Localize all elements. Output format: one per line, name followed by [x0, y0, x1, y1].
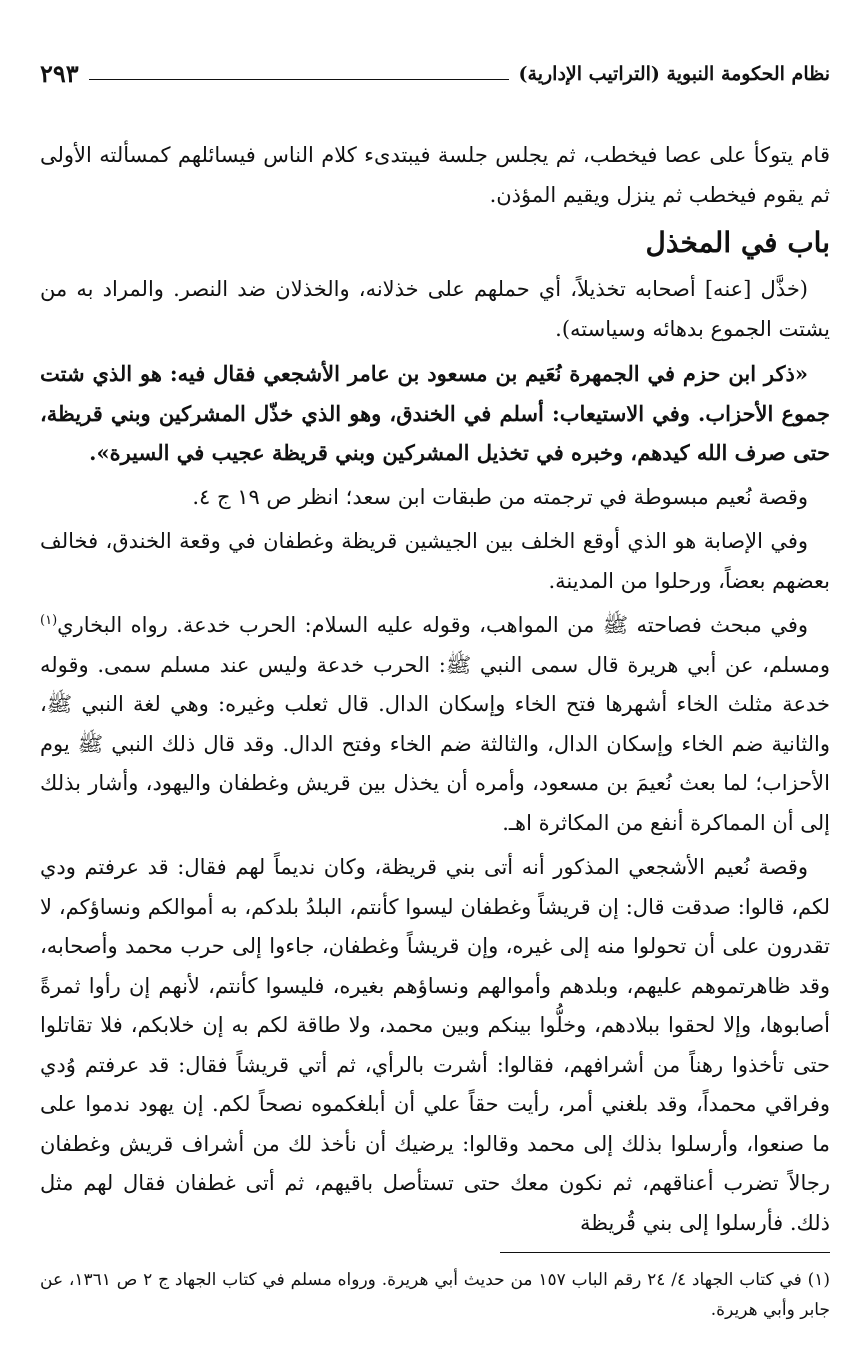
paragraph-nuaym-story: وقصة نُعيم الأشجعي المذكور أنه أتى بني قريظة، وكان نديماً لهم فقال: قد عرفتم ودي لكم، قالوا: صدقت قال: إن قريشاً وغطفان ليسوا كأنتم، البلدُ بلدكم، به أموالكم ونساؤكم، لا تقدرون على أن تحولوا منه إلى غيره، وإن قريشاً وغطفان، جاءوا إلى حرب محمد وأصحابه، وقد ظاهرتموهم عليهم، وبلدهم وأموالهم ونساؤهم بغيره، فليسوا كأنتم، لأنهم إن رأوا ثمرةً أصابوها، وإلا لحقوا ببلادهم، وخلُّوا بينكم وبين محمد، ولا طاقة لكم به إن خلابكم، فلا تقاتلوا حتى تأخذوا رهناً من أشرافهم، فقالوا: أشرت بالرأي، ثم أتي قريشاً فقال: قد عرفتم وُدي وفراقي محمداً، وقد بلغني أمر، رأيت حقاً علي أن أبلغكموه نصحاً لكم. إن يهود ندموا على ما صنعوا، وأرسلوا بذلك إلى محمد وقالوا: يرضيك أن نأخذ لك من أشراف قريش وغطفان رجالاً تضرب أعناقهم، ثم نكون معك حتى تستأصل باقيهم، ثم أتى غطفان فقال لهم مثل ذلك. فأرسلوا إلى بني قُريظة: [40, 855, 830, 1235]
footnote-1: (١) في كتاب الجهاد ٤/ ٢٤ رقم الباب ١٥٧ من حديث أبي هريرة. ورواه مسلم في كتاب الجهاد ج ٢ ص ١٣٦١، عن جابر وأبي هريرة.: [40, 1270, 830, 1320]
paragraph-quote: «ذكر ابن حزم في الجمهرة نُعَيم بن مسعود بن عامر الأشجعي فقال فيه: هو الذي شتت جموع الأحزاب. وفي الاستيعاب: أسلم في الخندق، وهو الذي خذّل المشركين وبني قريظة، حتى صرف الله كيدهم، وخبره في تخذيل المشركين وبني قريظة عجيب في السيرة».: [40, 361, 830, 465]
header-title: نظام الحكومة النبوية (التراتيب الإدارية): [518, 63, 830, 85]
page-number: ٢٩٣: [40, 59, 79, 88]
footnotes: [40, 1252, 830, 1325]
running-header: [40, 54, 830, 88]
paragraph-ibn-saad: وقصة نُعيم مبسوطة في ترجمته من طبقات ابن سعد؛ انظر ص ١٩ ج ٤.: [192, 484, 808, 509]
page-content: [40, 54, 830, 1248]
footnote-reference[interactable]: (١): [40, 613, 58, 628]
footnote-rule: [500, 1252, 830, 1253]
paragraph-definition: (خذَّل [عنه] أصحابه تخذيلاً، أي حملهم على خذلانه، والخذلان ضد النصر. والمراد به من يشتت الجموع بدهائه وسياسته).: [40, 277, 830, 341]
paragraph-continuation: قام يتوكأ على عصا فيخطب، ثم يجلس جلسة فيبتدىء كلام الناس فيسائلهم كمسألته الأولى ثم يقوم فيخطب ثم ينزل ويقيم المؤذن.: [40, 143, 830, 207]
paragraph-isaba: وفي الإصابة هو الذي أوقع الخلف بين الجيشين قريظة وغطفان في وقعة الخندق، فخالف بعضهم بعضاً، ورحلوا من المدينة.: [40, 529, 830, 593]
paragraph-war-deception-part1: وفي مبحث فصاحته ﷺ من المواهب، وقوله عليه السلام: الحرب خدعة. رواه البخاري: [57, 613, 808, 637]
paragraph-war-deception-part2: ومسلم، عن أبي هريرة قال سمى النبي ﷺ: الحرب خدعة وليس عند مسلم سمى. وقوله خدعة مثلث الخاء أشهرها فتح الخاء وإسكان الدال. قال ثعلب وغيره: وهي لغة النبي ﷺ، والثانية ضم الخاء وإسكان الدال، والثالثة ضم الخاء وفتح الدال. وقد قال ذلك النبي ﷺ يوم الأحزاب؛ لما بعث نُعيمَ بن مسعود، وأمره أن يخذل بين قريش وغطفان واليهود، وأشار بذلك إلى أن المماكرة أنفع من المكاثرة اهـ.: [40, 652, 830, 835]
section-heading: باب في المخذل: [645, 226, 830, 259]
header-rule: [89, 79, 509, 80]
body-text: [40, 136, 830, 1243]
paragraph-war-deception: [40, 606, 830, 843]
